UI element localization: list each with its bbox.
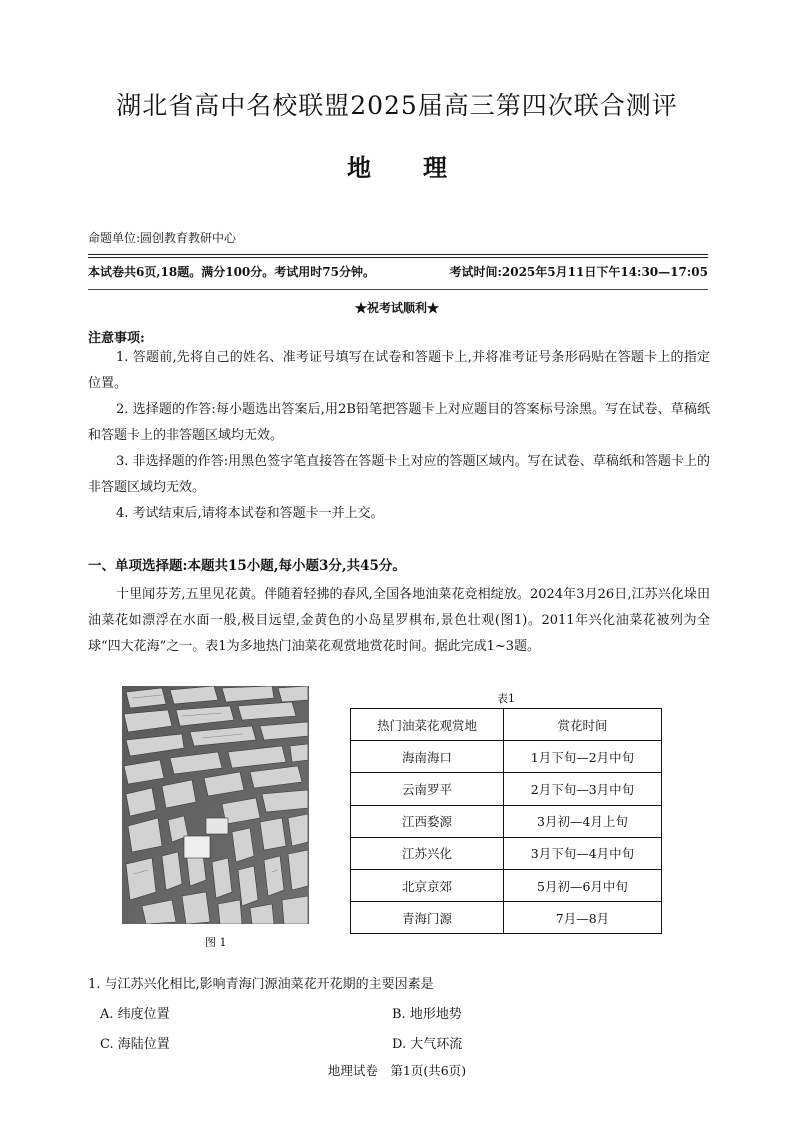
notice-item: 3. 非选择题的作答:用黑色签字笔直接答在答题卡上对应的答题区域内。写在试卷、草稿纸和答题卡上的非答题区域均无效。 — [88, 454, 710, 495]
table-cell-location: 海南海口 — [351, 741, 504, 773]
question-stem: 1. 与江苏兴化相比,影响青海门源油菜花开花期的主要因素是 — [88, 977, 434, 992]
notice-item: 4. 考试结束后,请将本试卷和答题卡一并上交。 — [116, 506, 384, 521]
header-divider — [88, 257, 708, 258]
table-header-cell: 赏花时间 — [503, 709, 661, 741]
info-divider — [88, 289, 708, 290]
page-footer: 地理试卷 第1页(共6页) — [327, 1063, 467, 1078]
exam-title: 湖北省高中名校联盟2025届高三第四次联合测评 — [116, 91, 678, 120]
header-divider — [88, 254, 708, 255]
table-cell-period: 3月初—4月上旬 — [503, 805, 661, 837]
table-cell-period: 3月下旬—4月中旬 — [503, 837, 661, 869]
table-cell-location: 北京京郊 — [351, 869, 504, 901]
table-cell-location: 青海门源 — [351, 902, 504, 934]
good-luck-banner: ★祝考试顺利★ — [354, 301, 439, 315]
exam-info: 本试卷共6页,18题。满分100分。考试用时75分钟。 — [88, 265, 375, 279]
table-cell-location: 江西婺源 — [351, 805, 504, 837]
table-cell-period: 2月下旬—3月中旬 — [503, 773, 661, 805]
subject-title: 地理 — [347, 153, 499, 182]
table-row — [351, 869, 662, 901]
notice-item: 2. 选择题的作答:每小题选出答案后,用2B铅笔把答题卡上对应题目的答案标号涂黑。写在试卷、草稿纸和答题卡上的非答题区域均无效。 — [88, 402, 710, 443]
section-heading: 一、单项选择题:本题共15小题,每小题3分,共45分。 — [88, 558, 406, 574]
option-b: B. 地形地势 — [392, 1007, 462, 1022]
figure-caption: 图 1 — [205, 936, 227, 949]
option-d: D. 大气环流 — [392, 1037, 463, 1052]
table-cell-period: 5月初—6月中旬 — [503, 869, 661, 901]
table-row — [351, 741, 662, 773]
table-cell-period: 7月—8月 — [503, 902, 661, 934]
flower-viewing-table — [350, 708, 662, 934]
option-a: A. 纬度位置 — [100, 1007, 170, 1022]
table-row — [351, 773, 662, 805]
table-cell-location: 江苏兴化 — [351, 837, 504, 869]
table-row — [351, 902, 662, 934]
table-row — [351, 805, 662, 837]
table-header-cell: 热门油菜花观赏地 — [351, 709, 504, 741]
table-row — [351, 837, 662, 869]
passage-intro: 十里闻芬芳,五里见花黄。伴随着轻拂的春风,全国各地油菜花竞相绽放。2024年3月26日,江苏兴化垛田油菜花如漂浮在水面一般,极目远望,金黄色的小岛星罗棋布,景色壮观(图1)。2011年兴化油菜花被列为全球“四大花海”之一。表1为多地热门油菜花观赏地赏花时间。据此完成1~3题。 — [88, 587, 710, 654]
notice-heading: 注意事项: — [88, 331, 145, 346]
table-cell-period: 1月下旬—2月中旬 — [503, 741, 661, 773]
table-caption: 表1 — [497, 692, 515, 705]
option-c: C. 海陆位置 — [100, 1037, 170, 1052]
table-cell-location: 云南罗平 — [351, 773, 504, 805]
rapeseed-field-photo — [122, 686, 309, 924]
exam-time: 考试时间:2025年5月11日下午14:30—17:05 — [449, 265, 708, 279]
author-unit: 命题单位:圆创教育教研中心 — [88, 231, 237, 245]
table-header-row — [351, 709, 662, 741]
notice-item: 1. 答题前,先将自己的姓名、准考证号填写在试卷和答题卡上,并将准考证号条形码贴在答题卡上的指定位置。 — [88, 350, 710, 391]
